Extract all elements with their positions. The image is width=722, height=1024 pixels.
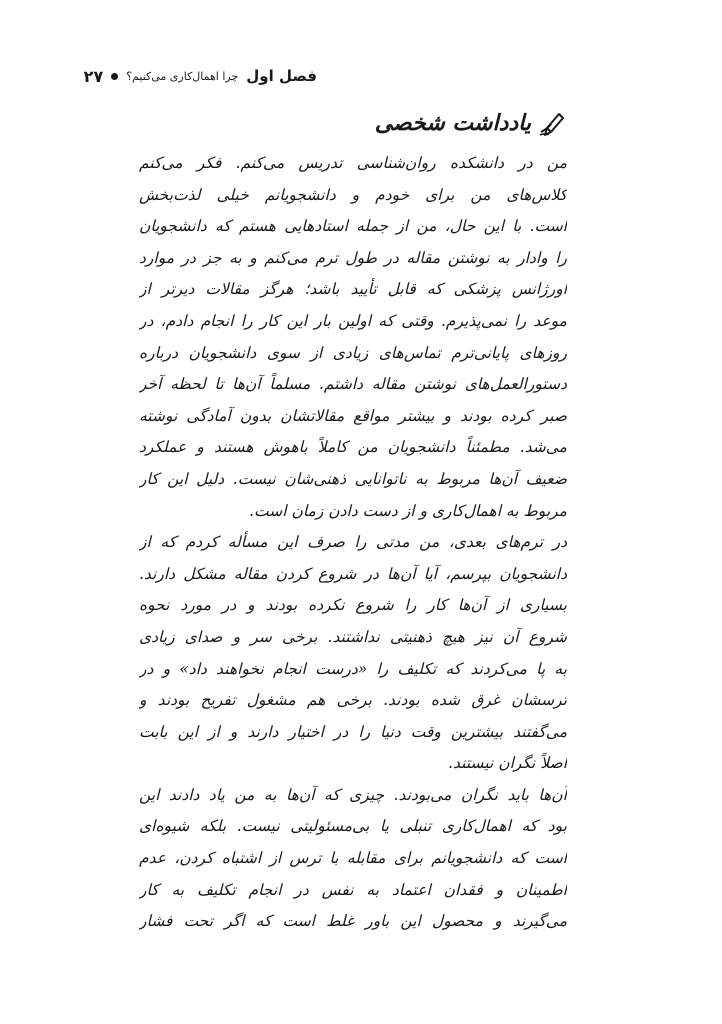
text-line: می‌گیرند و محصول این باور غلط است که اگر تحت فشار	[139, 912, 567, 931]
text-line: ترسشان غرق شده بودند. برخی هم مشغول تفریح بودند و	[139, 691, 567, 710]
text-line: شروع آن نیز هیچ ذهنیتی نداشتند. برخی سر و صدای زیادی	[139, 627, 567, 646]
chapter-title: چرا اهمال‌کاری می‌کنیم؟	[126, 69, 239, 83]
text-line: بود که اهمال‌کاری تنبلی یا بی‌مسئولیتی نیست. بلکه شیوه‌ای	[139, 817, 567, 836]
text-line: بسیاری از آن‌ها کار را شروع نکرده بودند و در مورد نحوه	[139, 596, 567, 615]
running-header	[67, 63, 317, 89]
text-line: دانشجویان بپرسم، آیا آن‌ها در شروع کردن مقاله مشکل دارند.	[139, 564, 567, 583]
text-line: می‌گفتند بیشترین وقت دنیا را در اختیار دارند و از این بابت	[139, 722, 567, 741]
text-line: به پا می‌کردند که تکلیف را «درست انجام نخواهند داد» و در	[139, 659, 567, 678]
text-line: ضعیف آن‌ها مربوط به ناتوانایی ذهنی‌شان نیست. دلیل این کار	[139, 469, 567, 488]
section-heading	[375, 103, 567, 143]
text-line: من در دانشکده روان‌شناسی تدریس می‌کنم. فکر می‌کنم	[139, 154, 567, 172]
text-line: اصلاً نگران نیستند.	[448, 754, 567, 773]
text-line: روزهای پایانی‌ترم تماس‌های زیادی از سوی دانشجویان درباره	[139, 343, 567, 362]
text-line: مربوط به اهمال‌کاری و از دست دادن زمان است.	[249, 501, 567, 520]
text-line: را وادار به نوشتن مقاله در طول ترم می‌کنم و به جز در موارد	[139, 248, 567, 267]
page-number: ۲۷	[83, 66, 104, 86]
text-line: آن‌ها باید نگران می‌بودند. چیزی که آن‌ها به من یاد دادند این	[139, 785, 567, 804]
text-line: صبر کرده بودند و بیشتر مواقع مقالاتشان بدون آمادگی نوشته	[139, 406, 567, 425]
text-line: است. با این حال، من از جمله استادهایی هستم که دانشجویان	[139, 217, 567, 236]
text-line: دستورالعمل‌های نوشتن مقاله داشتم. مسلماً آن‌ها تا لحظه آخر	[139, 375, 567, 394]
pen-icon	[537, 108, 567, 138]
body-text	[139, 148, 567, 938]
text-line: است که دانشجویانم برای مقابله با ترس از اشتباه کردن، عدم	[139, 849, 567, 868]
text-line: اورژانس پزشکی که قابل تأیید باشد؛ هرگز مقالات دیرتر از	[139, 280, 567, 299]
section-title: یادداشت شخصی	[374, 110, 531, 136]
separator-dot	[111, 73, 118, 80]
text-line: اطمینان و فقدان اعتماد به نفس در انجام تکلیف به کار	[139, 880, 567, 899]
text-line: در ترم‌های بعدی، من مدتی را صرف این مسأله کردم که از	[139, 533, 567, 552]
text-line: کلاس‌های من برای خودم و دانشجویانم خیلی لذت‌بخش	[139, 185, 567, 204]
chapter-label: فصل اول	[246, 67, 317, 85]
text-line: می‌شد. مطمئناً دانشجویان من کاملاً باهوش هستند و عملکرد	[139, 438, 567, 457]
text-line: موعد را نمی‌پذیرم. وقتی که اولین بار این کار را انجام دادم، در	[139, 311, 567, 330]
